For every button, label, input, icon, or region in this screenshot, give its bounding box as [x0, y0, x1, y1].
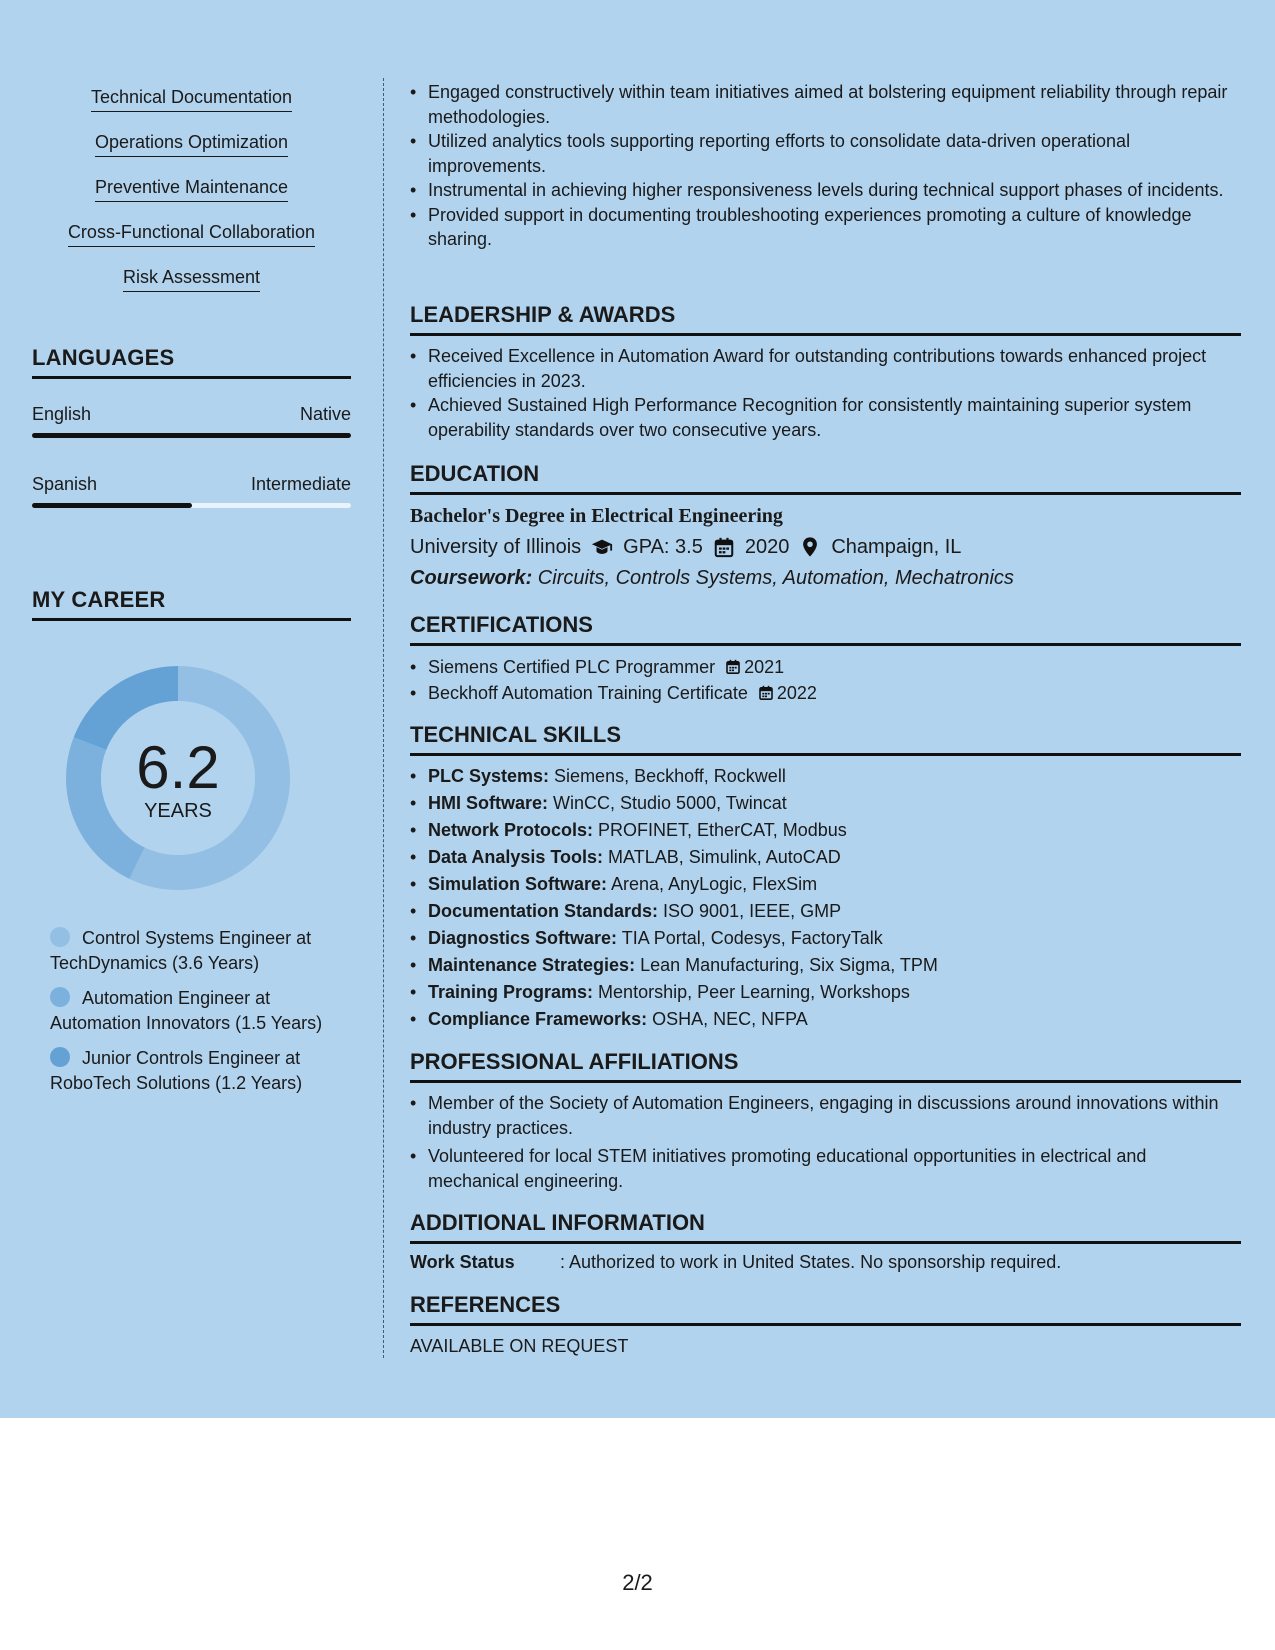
- career-total-years: 6.2: [136, 734, 220, 801]
- skill-tag: Technical Documentation: [32, 84, 351, 129]
- work-status-label: Work Status: [410, 1252, 515, 1272]
- skill-label: Data Analysis Tools:: [428, 847, 604, 867]
- technical-skills-list: [410, 763, 1241, 1033]
- languages-heading: LANGUAGES: [32, 345, 351, 379]
- language-bar-fill: [32, 433, 351, 438]
- career-legend-item: Junior Controls Engineer at RoboTech Solutions (1.2 Years): [50, 1048, 303, 1093]
- skill-label: Network Protocols:: [428, 820, 594, 840]
- education-block: [410, 501, 1241, 593]
- location-pin-icon: [799, 536, 821, 558]
- language-bar: [32, 433, 351, 438]
- legend-dot-icon: [50, 1047, 70, 1067]
- skill-label: Documentation Standards:: [428, 901, 659, 921]
- page-number: 2/2: [622, 1570, 653, 1595]
- list-item: [410, 979, 1241, 1006]
- skill-label: HMI Software:: [428, 793, 549, 813]
- skill-tag: Operations Optimization: [32, 129, 351, 174]
- skill-value: ISO 9001, IEEE, GMP: [658, 901, 842, 921]
- language-row: [32, 404, 351, 425]
- list-item: [410, 817, 1241, 844]
- skill-value: Siemens, Beckhoff, Rockwell: [549, 766, 786, 786]
- career-donut-chart: [66, 666, 290, 890]
- career-years-label: YEARS: [144, 800, 212, 822]
- legend-dot-icon: [50, 987, 70, 1007]
- work-status-value: : Authorized to work in United States. No sponsorship required.: [560, 1252, 1062, 1272]
- language-bar: [32, 503, 351, 508]
- skill-label: Maintenance Strategies:: [428, 955, 636, 975]
- language-name: English: [32, 404, 92, 424]
- skill-label: Diagnostics Software:: [428, 928, 618, 948]
- list-item: [410, 654, 1241, 680]
- graduation-year: 2020: [744, 536, 790, 558]
- skill-value: Lean Manufacturing, Six Sigma, TPM: [635, 955, 938, 975]
- list-item: [410, 763, 1241, 790]
- legend-dot-icon: [50, 927, 70, 947]
- skill-tag: Preventive Maintenance: [32, 174, 351, 219]
- career-legend-item: Automation Engineer at Automation Innovators (1.5 Years): [50, 988, 323, 1033]
- list-item: • Utilized analytics tools supporting reporting efforts to consolidate data-driven operational improvements.: [410, 129, 1241, 178]
- additional-info-heading: ADDITIONAL INFORMATION: [410, 1210, 1241, 1244]
- school-name: University of Illinois: [410, 536, 582, 558]
- skill-value: MATLAB, Simulink, AutoCAD: [603, 847, 841, 867]
- skill-label: Simulation Software:: [428, 874, 608, 894]
- education-heading: EDUCATION: [410, 461, 1241, 495]
- language-level: Intermediate: [250, 474, 351, 494]
- references-text: AVAILABLE ON REQUEST: [410, 1336, 629, 1356]
- skill-value: WinCC, Studio 5000, Twincat: [548, 793, 787, 813]
- leadership-heading: LEADERSHIP & AWARDS: [410, 302, 1241, 336]
- list-item: [410, 871, 1241, 898]
- language-level: Native: [299, 404, 351, 424]
- list-item: [410, 680, 1241, 706]
- language-row: [32, 474, 351, 495]
- calendar-icon: [758, 684, 774, 701]
- language-bar-fill: [32, 503, 192, 508]
- skill-tag: Cross-Functional Collaboration: [32, 219, 351, 264]
- experience-bullets: [410, 80, 1241, 252]
- coursework-label: Coursework:: [410, 567, 533, 589]
- certification-name: Beckhoff Automation Training Certificate: [428, 683, 748, 703]
- list-item: [410, 790, 1241, 817]
- skill-label: Compliance Frameworks:: [428, 1009, 648, 1029]
- skill-label: Training Programs:: [428, 982, 594, 1002]
- certification-year: 2022: [776, 683, 817, 703]
- leadership-list: [410, 344, 1241, 442]
- list-item: • Achieved Sustained High Performance Recognition for consistently maintaining superior system operability standards over two consecutive years.: [410, 393, 1241, 442]
- list-item: • Received Excellence in Automation Award for outstanding contributions towards enhanced project efficiencies in 2023.: [410, 344, 1241, 393]
- certifications-list: [410, 654, 1241, 706]
- skill-value: PROFINET, EtherCAT, Modbus: [593, 820, 847, 840]
- references-heading: REFERENCES: [410, 1292, 1241, 1326]
- coursework-list: Circuits, Controls Systems, Automation, Mechatronics: [532, 567, 1014, 589]
- list-item: • Volunteered for local STEM initiatives promoting educational opportunities in electrical and mechanical engineering.: [410, 1144, 1241, 1193]
- graduation-cap-icon: [591, 536, 613, 558]
- certifications-heading: CERTIFICATIONS: [410, 612, 1241, 646]
- list-item: [410, 844, 1241, 871]
- list-item: • Provided support in documenting troubleshooting experiences promoting a culture of knowledge sharing.: [410, 203, 1241, 252]
- calendar-icon: [725, 658, 741, 675]
- certification-year: 2021: [744, 657, 785, 677]
- calendar-icon: [713, 536, 735, 558]
- list-item: [410, 1006, 1241, 1033]
- affiliations-heading: PROFESSIONAL AFFILIATIONS: [410, 1049, 1241, 1083]
- skill-value: Arena, AnyLogic, FlexSim: [607, 874, 818, 894]
- skill-value: Mentorship, Peer Learning, Workshops: [593, 982, 910, 1002]
- list-item: • Instrumental in achieving higher responsiveness levels during technical support phases of incidents.: [410, 178, 1241, 203]
- technical-skills-heading: TECHNICAL SKILLS: [410, 722, 1241, 756]
- list-item: [410, 925, 1241, 952]
- column-divider: [383, 78, 384, 1358]
- work-status-row: [410, 1252, 1241, 1273]
- degree-title: Bachelor's Degree in Electrical Engineering: [410, 505, 783, 527]
- skill-value: TIA Portal, Codesys, FactoryTalk: [617, 928, 883, 948]
- coursework: [410, 563, 1241, 593]
- gpa: GPA: 3.5: [623, 536, 703, 558]
- education-details: [410, 531, 1241, 563]
- list-item: • Member of the Society of Automation Engineers, engaging in discussions around innovations within industry practices.: [410, 1091, 1241, 1140]
- certification-name: Siemens Certified PLC Programmer: [428, 657, 716, 677]
- career-heading: MY CAREER: [32, 587, 351, 621]
- school-location: Champaign, IL: [831, 536, 962, 558]
- list-item: • Engaged constructively within team initiatives aimed at bolstering equipment reliability through repair methodologies.: [410, 80, 1241, 129]
- skill-label: PLC Systems:: [428, 766, 550, 786]
- skills-list: [32, 84, 351, 309]
- career-legend: [50, 926, 340, 1106]
- skill-tag: Risk Assessment: [32, 264, 351, 309]
- skill-value: OSHA, NEC, NFPA: [647, 1009, 808, 1029]
- affiliations-list: [410, 1091, 1241, 1193]
- list-item: [410, 898, 1241, 925]
- list-item: [410, 952, 1241, 979]
- career-legend-item: Control Systems Engineer at TechDynamics (3.6 Years): [50, 928, 312, 973]
- language-name: Spanish: [32, 474, 98, 494]
